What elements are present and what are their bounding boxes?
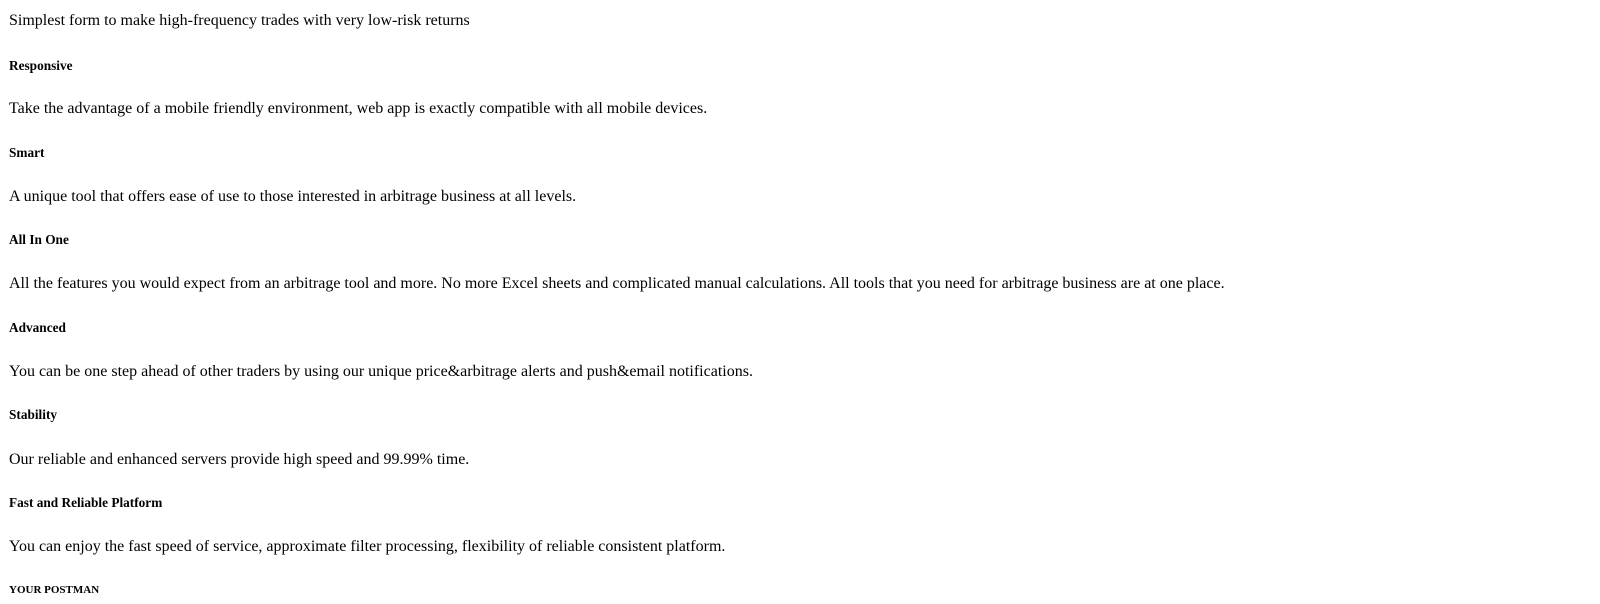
feature-text-all-in-one: All the features you would expect from an arbitrage tool and more. No more Excel sheets and complicated manual calculations. All tools that you need for arbitrage business are at one place.	[9, 275, 1225, 292]
feature-title-all-in-one: All In One	[9, 232, 69, 247]
feature-title-responsive: Responsive	[9, 58, 73, 73]
feature-text-stability: Our reliable and enhanced servers provide high speed and 99.99% time.	[9, 451, 470, 468]
feature-title-fast-reliable: Fast and Reliable Platform	[9, 495, 163, 510]
feature-title-smart: Smart	[9, 145, 45, 160]
feature-text-fast-reliable: You can enjoy the fast speed of service, approximate filter processing, flexibility of reliable consistent platform.	[9, 538, 726, 555]
feature-text-advanced: You can be one step ahead of other traders by using our unique price&arbitrage alerts and push&email notifications.	[9, 363, 753, 380]
feature-title-advanced: Advanced	[9, 320, 66, 335]
feature-text-smart: A unique tool that offers ease of use to those interested in arbitrage business at all levels.	[9, 188, 577, 205]
feature-title-stability: Stability	[9, 407, 58, 422]
feature-text-responsive: Take the advantage of a mobile friendly environment, web app is exactly compatible with all mobile devices.	[9, 100, 708, 117]
footer-heading: YOUR POSTMAN	[9, 584, 100, 596]
intro-text: Simplest form to make high-frequency trades with very low-risk returns	[9, 12, 470, 29]
